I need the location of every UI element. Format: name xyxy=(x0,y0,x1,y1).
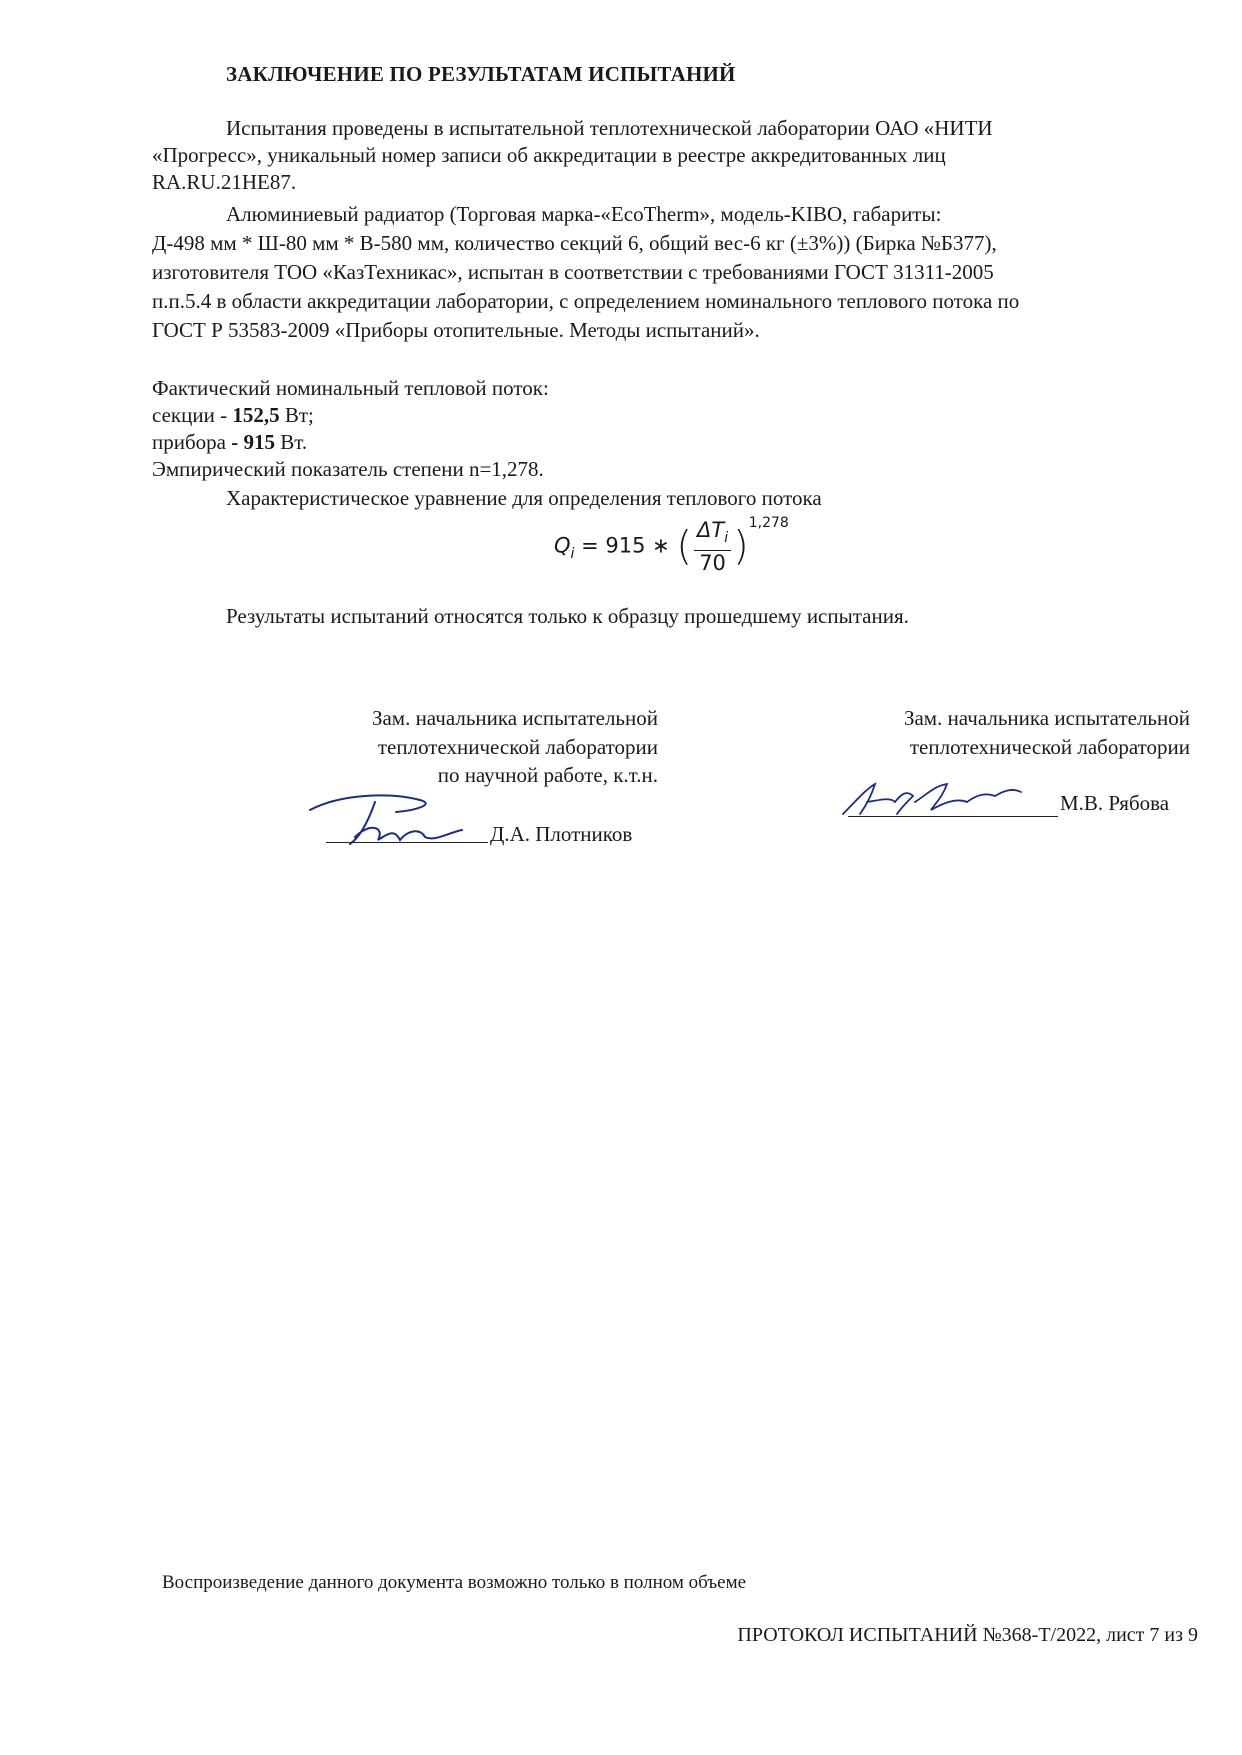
para2-line5: ГОСТ Р 53583-2009 «Приборы отопительные. Методы испытаний». xyxy=(152,318,760,342)
formula-numerator: ΔT xyxy=(697,518,725,542)
heat-flow-heading: Фактический номинальный тепловой поток: xyxy=(152,376,549,400)
right-handwritten-signature xyxy=(835,772,1035,822)
left-handwritten-signature xyxy=(300,782,490,852)
left-signer-position-line1: Зам. начальника испытательной xyxy=(371,706,658,730)
device-unit: Вт. xyxy=(274,430,308,454)
section-unit: Вт; xyxy=(279,403,314,427)
para2-line3: изготовителя ТОО «КазТехникас», испытан в соответствии с требованиями ГОСТ 31311-2005 xyxy=(152,260,994,284)
formula-lhs: Q xyxy=(554,533,571,558)
heat-flow-formula: $Q_i = 915$ ∗ ( $\frac{\Delta T_i}{70}$ )$^{1,278}$ xyxy=(554,514,789,576)
right-signer-position-line2: теплотехнической лаборатории xyxy=(909,735,1190,759)
formula-lhs-sub: i xyxy=(570,545,575,562)
document-title: ЗАКЛЮЧЕНИЕ ПО РЕЗУЛЬТАТАМ ИСПЫТАНИЙ xyxy=(226,62,736,86)
para1-line3: RA.RU.21НЕ87. xyxy=(152,170,297,194)
section-label: секции - xyxy=(152,403,233,427)
equation-intro: Характеристическое уравнение для определения теплового потока xyxy=(226,486,822,510)
device-heat-flow xyxy=(152,429,307,456)
formula-fraction xyxy=(694,518,731,575)
para2-line4: п.п.5.4 в области аккредитации лаборатории, с определением номинального теплового потока по xyxy=(152,289,1020,313)
right-signer-name: М.В. Рябова xyxy=(1060,791,1170,815)
right-signer-position-line1: Зам. начальника испытательной xyxy=(903,706,1190,730)
formula-denominator: 70 xyxy=(699,551,726,576)
device-label: прибора xyxy=(152,430,232,454)
left-signer-position-line2: теплотехнической лаборатории xyxy=(377,735,658,759)
para2-line2: Д-498 мм * Ш-80 мм * В-580 мм, количество секций 6, общий вес-6 кг (±3%)) (Бирка №Б377), xyxy=(152,231,997,255)
para2-line1: Алюминиевый радиатор (Торговая марка-«EcoTherm», модель-KIBO, габариты: xyxy=(226,202,942,226)
section-value: 152,5 xyxy=(232,403,280,427)
formula-numerator-sub: i xyxy=(724,530,729,547)
left-signer-name: Д.А. Плотников xyxy=(490,822,633,846)
para1-line2: «Прогресс», уникальный номер записи об аккредитации в реестре аккредитованных лиц xyxy=(152,143,946,167)
section-heat-flow xyxy=(152,402,314,429)
device-value: - 915 xyxy=(231,430,275,454)
results-note: Результаты испытаний относятся только к образцу прошедшему испытания. xyxy=(226,604,909,628)
formula-exponent: 1,278 xyxy=(748,514,789,531)
protocol-footer: ПРОТОКОЛ ИСПЫТАНИЙ №368-Т/2022, лист 7 из 9 xyxy=(737,1624,1198,1646)
formula-mid: = 915 ∗ xyxy=(574,533,677,558)
reproduction-note: Воспроизведение данного документа возможно только в полном объеме xyxy=(162,1572,747,1593)
left-signer-position-line3: по научной работе, к.т.н. xyxy=(437,763,658,787)
exponent-line: Эмпирический показатель степени n=1,278. xyxy=(152,457,544,481)
para1-line1: Испытания проведены в испытательной теплотехнической лаборатории ОАО «НИТИ xyxy=(226,116,993,140)
